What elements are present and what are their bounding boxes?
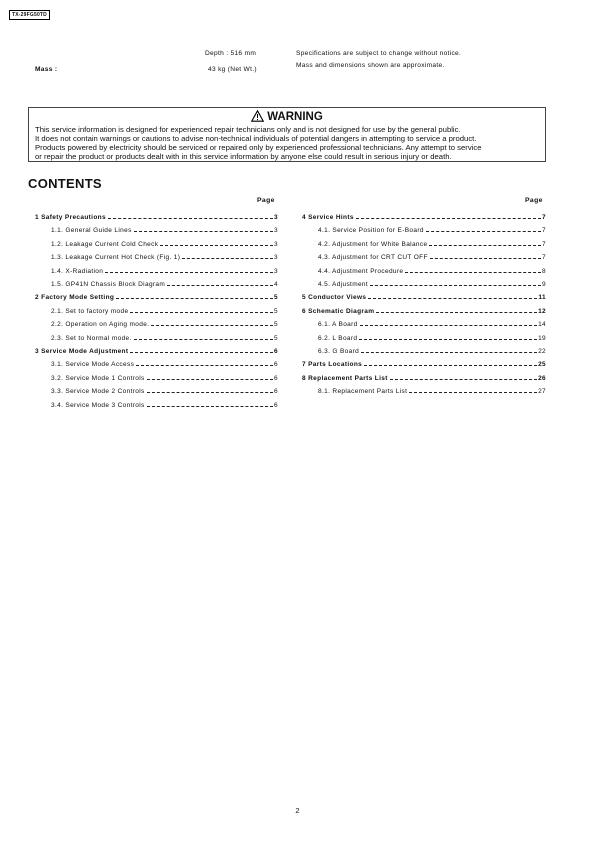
toc-entry-label: 3.2. Service Mode 1 Controls: [51, 374, 145, 382]
toc-entry-page: 8: [542, 267, 546, 275]
toc-entry-label: 6 Schematic Diagram: [302, 307, 375, 315]
toc-entry-label: 4.4. Adjustment Procedure: [318, 267, 404, 275]
toc-entry-page: 7: [542, 254, 546, 262]
toc-entry-page: 5: [274, 334, 278, 342]
toc-entry[interactable]: [51, 266, 278, 275]
spec-note: Mass and dimensions shown are approximate.: [296, 62, 445, 69]
toc-entry[interactable]: [318, 346, 546, 355]
toc-entry-label: 2.2. Operation on Aging mode.: [51, 321, 150, 329]
toc-entry-label: 2.3. Set to Normal mode.: [51, 334, 132, 342]
toc-entry-page: 6: [274, 374, 278, 382]
toc-entry-page: 5: [274, 321, 278, 329]
mass-value: 43 kg (Net Wt.): [208, 66, 257, 73]
toc-entry[interactable]: [51, 400, 278, 409]
toc-entry-page: 26: [538, 374, 546, 382]
toc-entry-page: 4: [274, 281, 278, 288]
toc-entry-label: 1.2. Leakage Current Cold Check: [51, 240, 159, 248]
toc-entry[interactable]: [318, 319, 546, 328]
toc-entry-label: 6.3. G Board: [318, 348, 360, 355]
toc-entry-label: 4.1. Service Position for E-Board: [318, 227, 424, 235]
toc-entry[interactable]: [318, 239, 546, 248]
toc-entry-label: 3.4. Service Mode 3 Controls: [51, 401, 145, 409]
toc-entry-label: 2.1. Set to factory mode: [51, 307, 129, 315]
toc-entry-page: 3: [274, 254, 278, 262]
toc-entry[interactable]: [35, 212, 278, 221]
mass-label: Mass :: [35, 66, 58, 73]
toc-entry-label: 4.2. Adjustment for White Balance: [318, 240, 428, 248]
toc-entry-page: 7: [542, 214, 546, 221]
toc-leader-line: [147, 406, 273, 407]
toc-entry-label: 8 Replacement Parts List: [302, 374, 388, 382]
toc-entry[interactable]: [51, 319, 278, 328]
toc-entry-page: 7: [542, 240, 546, 248]
toc-entry-label: 1 Safety Precautions: [35, 214, 106, 221]
toc-leader-line: [182, 258, 273, 259]
warning-text-line: Products powered by electricity should be serviced or repaired only by experienced professional technicians. Any attempt to service: [35, 143, 482, 152]
toc-leader-line: [429, 245, 541, 246]
toc-entry-page: 9: [542, 281, 546, 288]
toc-entry-page: 25: [538, 361, 546, 369]
toc-entry-page: 3: [274, 267, 278, 275]
toc-entry-label: 3.1. Service Mode Access: [51, 361, 135, 369]
spec-note: Specifications are subject to change without notice.: [296, 50, 462, 57]
toc-entry-page: 3: [274, 214, 278, 221]
toc-entry-label: 1.1. General Guide Lines: [51, 227, 132, 235]
toc-entry[interactable]: [51, 333, 278, 342]
toc-entry[interactable]: [318, 333, 546, 342]
toc-entry[interactable]: [302, 373, 546, 382]
toc-leader-line: [430, 258, 541, 259]
toc-entry[interactable]: [318, 279, 546, 288]
toc-entry[interactable]: [51, 386, 278, 395]
toc-entry-page: 5: [274, 307, 278, 315]
toc-leader-line: [116, 298, 273, 299]
toc-leader-line: [356, 218, 541, 219]
toc-entry-label: 1.5. GP41N Chassis Block Diagram: [51, 281, 166, 288]
toc-leader-line: [105, 272, 273, 273]
toc-entry-label: 4.3. Adjustment for CRT CUT OFF: [318, 254, 428, 262]
toc-entry-label: 3.3. Service Mode 2 Controls: [51, 388, 145, 396]
toc-entry[interactable]: [51, 306, 278, 315]
toc-leader-line: [130, 352, 273, 353]
toc-entry-label: 4 Service Hints: [302, 214, 354, 221]
toc-entry-page: 22: [538, 348, 546, 355]
toc-entry[interactable]: [51, 252, 278, 261]
toc-leader-line: [160, 245, 273, 246]
page-column-header: Page: [525, 197, 543, 204]
toc-entry-page: 11: [538, 294, 546, 302]
toc-entry[interactable]: [302, 359, 546, 368]
toc-entry[interactable]: [302, 292, 546, 301]
depth-value: Depth : 516 mm: [205, 50, 257, 57]
toc-entry-page: 3: [274, 240, 278, 248]
toc-leader-line: [364, 365, 537, 366]
toc-entry[interactable]: [302, 306, 546, 315]
toc-entry[interactable]: [51, 239, 278, 248]
toc-entry[interactable]: [35, 346, 278, 355]
warning-text-line: It does not contain warnings or cautions to advise non-technical individuals of potential dangers in attempting to service a product.: [35, 134, 477, 143]
toc-leader-line: [360, 325, 537, 326]
toc-entry[interactable]: [318, 252, 546, 261]
toc-entry[interactable]: [51, 225, 278, 234]
toc-entry-label: 5 Conductor Views: [302, 294, 367, 302]
toc-entry-label: 1.3. Leakage Current Hot Check (Fig. 1): [51, 254, 181, 262]
toc-entry-page: 19: [538, 334, 546, 342]
toc-leader-line: [151, 325, 273, 326]
toc-entry-label: 2 Factory Mode Setting: [35, 294, 115, 302]
toc-entry[interactable]: [318, 386, 546, 395]
toc-leader-line: [390, 379, 537, 380]
toc-entry-label: 6.1. A Board: [318, 321, 358, 329]
toc-entry-page: 6: [274, 388, 278, 396]
toc-entry[interactable]: [35, 292, 278, 301]
toc-leader-line: [108, 218, 273, 219]
toc-leader-line: [147, 392, 273, 393]
toc-entry-page: 6: [274, 348, 278, 355]
toc-leader-line: [368, 298, 537, 299]
toc-leader-line: [134, 339, 273, 340]
model-tag: TX-29FG50TD: [9, 10, 50, 20]
toc-entry-page: 6: [274, 401, 278, 409]
toc-leader-line: [376, 312, 537, 313]
toc-leader-line: [370, 285, 541, 286]
toc-entry[interactable]: [51, 373, 278, 382]
page-column-header: Page: [257, 197, 275, 204]
toc-entry-page: 12: [538, 307, 546, 315]
toc-entry-label: 4.5. Adjustment: [318, 281, 369, 288]
toc-entry-page: 14: [538, 321, 546, 329]
toc-leader-line: [409, 392, 537, 393]
toc-leader-line: [361, 352, 537, 353]
toc-entry-page: 27: [538, 388, 546, 396]
warning-text-line: or repair the product or products dealt with in this service information by anyone else could result in serious injury or death.: [35, 152, 452, 161]
contents-heading: CONTENTS: [28, 176, 102, 191]
toc-entry-page: 5: [274, 294, 278, 302]
toc-entry-label: 6.2. L Board: [318, 334, 358, 342]
toc-leader-line: [167, 285, 273, 286]
toc-leader-line: [426, 231, 541, 232]
toc-entry[interactable]: [302, 212, 546, 221]
warning-title-row: [29, 110, 545, 124]
warning-title: WARNING: [267, 111, 323, 123]
toc-entry-label: 1.4. X-Radiation: [51, 267, 104, 275]
warning-triangle-icon: [251, 110, 264, 122]
toc-entry[interactable]: [51, 359, 278, 368]
toc-entry[interactable]: [51, 279, 278, 288]
toc-entry-label: 3 Service Mode Adjustment: [35, 348, 129, 355]
toc-entry-page: 3: [274, 227, 278, 235]
toc-entry[interactable]: [318, 266, 546, 275]
toc-leader-line: [147, 379, 273, 380]
warning-text-line: This service information is designed for experienced repair technicians only and is not designed for use by the general public.: [35, 125, 461, 134]
toc-leader-line: [136, 365, 273, 366]
toc-leader-line: [359, 339, 537, 340]
page-number: 2: [295, 806, 300, 815]
toc-entry-label: 8.1. Replacement Parts List: [318, 388, 408, 396]
toc-entry-page: 6: [274, 361, 278, 369]
toc-entry[interactable]: [318, 225, 546, 234]
warning-box: [28, 107, 546, 162]
toc-leader-line: [405, 272, 541, 273]
toc-leader-line: [134, 231, 273, 232]
toc-entry-label: 7 Parts Locations: [302, 361, 363, 369]
toc-entry-page: 7: [542, 227, 546, 235]
toc-leader-line: [130, 312, 273, 313]
